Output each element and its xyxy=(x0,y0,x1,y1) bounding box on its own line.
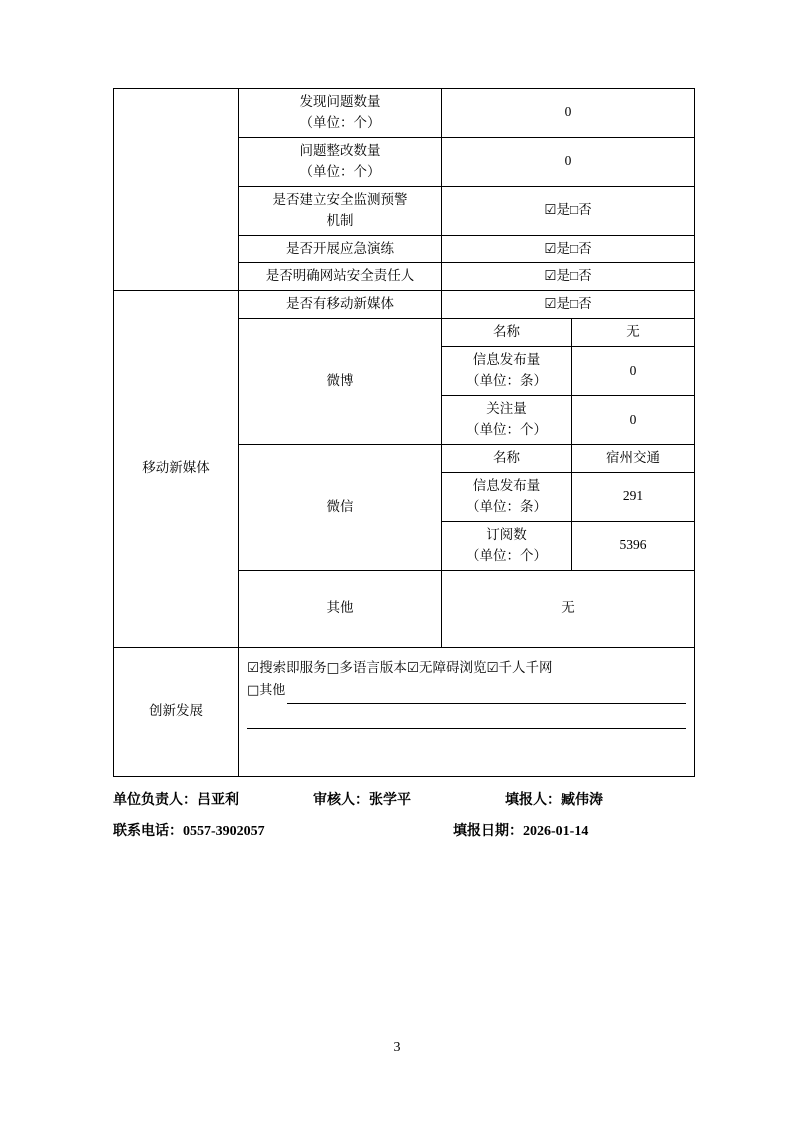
weixin-item-label-text: 信息发布量 xyxy=(472,477,541,493)
row-label: 是否建立安全监测预警 xyxy=(272,191,408,207)
table-row xyxy=(114,89,695,138)
section-label-mobile-media: 移动新媒体 xyxy=(114,291,239,647)
row-unit: 机制 xyxy=(326,212,354,228)
weibo-label: 微博 xyxy=(239,319,442,445)
row-unit: （单位：个） xyxy=(299,114,381,130)
weibo-item-label xyxy=(442,396,572,445)
row-label-cell: 是否明确网站安全责任人 xyxy=(239,263,442,291)
table-row xyxy=(114,647,695,776)
page-number: 3 xyxy=(393,1040,401,1055)
filler: 填报人：臧伟涛 xyxy=(505,792,603,808)
weixin-item-label xyxy=(442,521,572,570)
weibo-item-unit-text: （单位：个） xyxy=(466,421,547,437)
weixin-item-value: 291 xyxy=(572,472,695,521)
row-label-cell: 是否开展应急演练 xyxy=(239,235,442,263)
has-mobile-media-label: 是否有移动新媒体 xyxy=(239,291,442,319)
weixin-item-unit-text: （单位：条） xyxy=(466,498,547,514)
row-value-cell: 0 xyxy=(442,137,695,186)
weixin-label: 微信 xyxy=(239,444,442,570)
weibo-item-value: 无 xyxy=(572,319,695,347)
weibo-item-value: 0 xyxy=(572,396,695,445)
signoff-block xyxy=(113,789,694,840)
weixin-item-unit-text: （单位：个） xyxy=(466,547,547,563)
weixin-item-label: 名称 xyxy=(442,444,572,472)
row-value-checkbox[interactable]: ☑是□否 xyxy=(442,263,695,291)
signoff-row-2 xyxy=(113,820,694,840)
innovation-other-row xyxy=(247,679,686,704)
section-label-innovation: 创新发展 xyxy=(114,647,239,776)
has-mobile-media-checkbox[interactable]: ☑是□否 xyxy=(442,291,695,319)
innovation-cell xyxy=(239,647,695,776)
innovation-blank-underline xyxy=(247,713,686,729)
weibo-item-label xyxy=(442,347,572,396)
row-label: 问题整改数量 xyxy=(299,142,381,158)
report-table xyxy=(113,88,695,777)
row-label-cell xyxy=(239,186,442,235)
signoff-row-1 xyxy=(113,789,694,809)
innovation-options[interactable]: ☑搜索即服务□多语言版本☑无障碍浏览☑千人千网 xyxy=(247,659,553,676)
unit-head: 单位负责人：吕亚利 xyxy=(113,792,239,808)
innovation-other-label[interactable]: □其他 xyxy=(247,683,286,699)
contact-phone: 联系电话：0557-3902057 xyxy=(113,823,265,839)
weibo-item-unit-text: （单位：条） xyxy=(466,373,547,389)
weibo-item-label-text: 信息发布量 xyxy=(472,352,541,368)
report-date: 填报日期：2026-01-14 xyxy=(453,823,589,839)
row-unit: （单位：个） xyxy=(299,163,381,179)
innovation-other-underline xyxy=(287,688,686,704)
reviewer: 审核人：张学平 xyxy=(313,792,411,808)
other-media-value: 无 xyxy=(442,570,695,647)
row-label-cell xyxy=(239,137,442,186)
row-value-cell: 0 xyxy=(442,89,695,138)
weibo-item-label: 名称 xyxy=(442,319,572,347)
row-value-checkbox[interactable]: ☑是□否 xyxy=(442,186,695,235)
table-row xyxy=(114,291,695,319)
weibo-item-label-text: 关注量 xyxy=(486,401,527,417)
weixin-item-value: 宿州交通 xyxy=(572,444,695,472)
row-value-checkbox[interactable]: ☑是□否 xyxy=(442,235,695,263)
row-label: 发现问题数量 xyxy=(299,94,381,109)
weixin-item-value: 5396 xyxy=(572,521,695,570)
weibo-item-value: 0 xyxy=(572,347,695,396)
weixin-item-label xyxy=(442,472,572,521)
row-label-cell xyxy=(239,89,442,138)
other-media-label: 其他 xyxy=(239,570,442,647)
weixin-item-label-text: 订阅数 xyxy=(486,526,527,542)
blank-label-cell xyxy=(114,89,239,291)
